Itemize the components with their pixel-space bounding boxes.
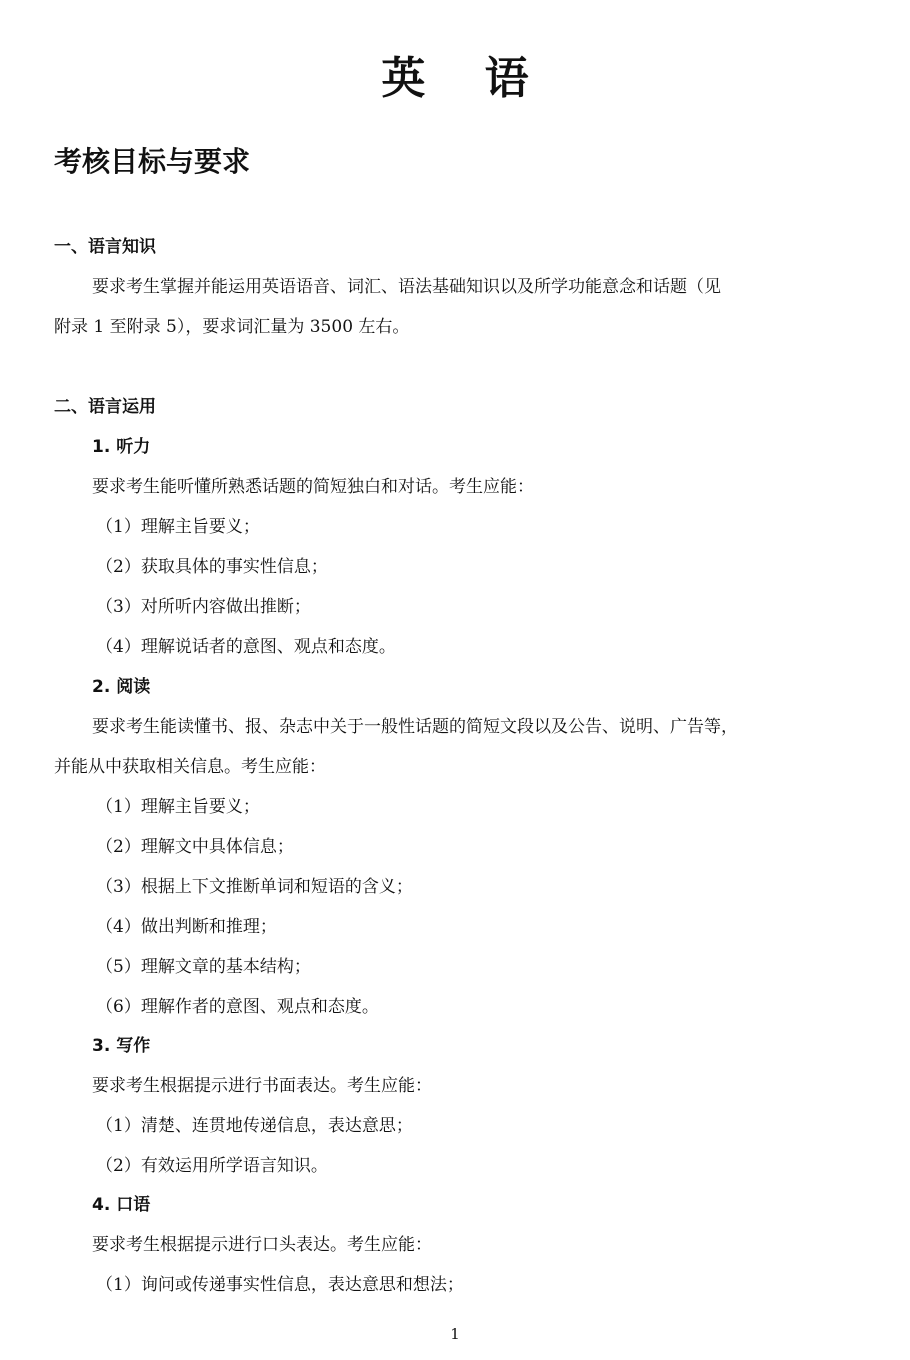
list-item: （4）做出判断和推理； [96,917,277,937]
subsection-listening-title: 1. 听力 [92,437,151,457]
paragraph-line: 要求考生根据提示进行书面表达。考生应能： [92,1076,432,1096]
list-item: （6）理解作者的意图、观点和态度。 [96,997,379,1017]
list-item: （5）理解文章的基本结构； [96,957,311,977]
paragraph-line: 附录 1 至附录 5），要求词汇量为 3500 左右。 [54,317,410,337]
subsection-writing-title: 3. 写作 [92,1036,151,1056]
document-title: 英 语 [381,53,551,104]
list-item: （1）清楚、连贯地传递信息，表达意思； [96,1116,413,1136]
list-item: （1）理解主旨要义； [96,797,260,817]
list-item: （2）有效运用所学语言知识。 [96,1156,328,1176]
list-item: （2）获取具体的事实性信息； [96,557,328,577]
paragraph-line: 并能从中获取相关信息。考生应能： [54,757,326,777]
paragraph-line: 要求考生根据提示进行口头表达。考生应能： [92,1235,432,1255]
section-heading: 考核目标与要求 [54,145,251,178]
list-item: （4）理解说话者的意图、观点和态度。 [96,637,396,657]
section-language-use-title: 二、语言运用 [54,397,156,417]
subsection-speaking-title: 4. 口语 [92,1195,151,1215]
subsection-reading-title: 2. 阅读 [92,677,151,697]
paragraph-line: 要求考生能听懂所熟悉话题的简短独白和对话。考生应能： [92,477,534,497]
list-item: （1）理解主旨要义； [96,517,260,537]
page-number: 1 [450,1325,460,1343]
list-item: （3）对所听内容做出推断； [96,597,311,617]
list-item: （1）询问或传递事实性信息，表达意思和想法； [96,1275,464,1295]
paragraph-line: 要求考生能读懂书、报、杂志中关于一般性话题的简短文段以及公告、说明、广告等， [92,717,738,737]
paragraph-line: 要求考生掌握并能运用英语语音、词汇、语法基础知识以及所学功能意念和话题（见 [92,277,721,297]
list-item: （2）理解文中具体信息； [96,837,294,857]
list-item: （3）根据上下文推断单词和短语的含义； [96,877,413,897]
section-language-knowledge-title: 一、语言知识 [54,237,156,257]
